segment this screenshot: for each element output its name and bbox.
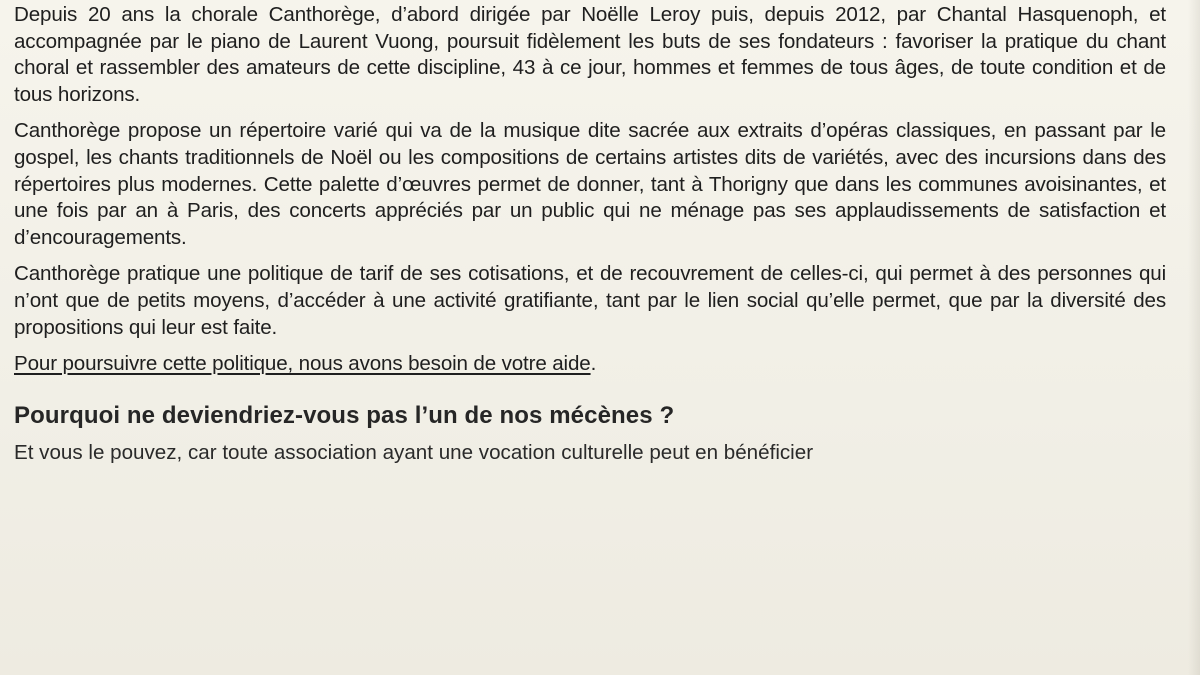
cut-off-text: Et vous le pouvez, car toute association ayant une vocation culturelle peut en bénéficier: [14, 440, 814, 464]
page-edge-shadow: [1188, 0, 1200, 675]
appeal-period: .: [590, 352, 597, 376]
cut-off-text-line: [14, 438, 1166, 464]
section-heading: Pourquoi ne deviendriez-vous pas l’un de nos mécènes ?: [14, 401, 675, 429]
document-page: [14, 0, 1166, 675]
paragraph-intro: Depuis 20 ans la chorale Canthorège, d’abord dirigée par Noëlle Leroy puis, depuis 2012, par Chantal Hasquenoph, et accompagnée par le piano de Laurent Vuong, poursuit fidèlement les buts de ses fondateurs : favoriser la pratique du chant choral et rassembler des amateurs de cette discipline, 43 à ce jour, hommes et femmes de tous âges, de toute condition et de tous horizons.: [14, 3, 1166, 106]
paragraph-cotisations: Canthorège pratique une politique de tarif de ses cotisations, et de recouvrement de celles-ci, qui permet à des personnes qui n’ont que de petits moyens, d’accéder à une activité gratifiante, tant par le lien social qu’elle permet, que par la diversité des propositions qui leur est faite.: [14, 262, 1166, 339]
paragraph-appeal: [14, 351, 1166, 378]
paragraph-repertoire: Canthorège propose un répertoire varié qui va de la musique dite sacrée aux extraits d’opéras classiques, en passant par le gospel, les chants traditionnels de Noël ou les compositions de certains artistes dits de variétés, avec des incursions dans des répertoires plus modernes. Cette palette d’œuvres permet de donner, tant à Thorigny que dans les communes avoisinantes, et une fois par an à Paris, des concerts appréciés par un public qui ne ménage pas ses applaudissements de satisfaction et d’encouragements.: [14, 119, 1166, 249]
appeal-underlined-text: Pour poursuivre cette politique, nous avons besoin de votre aide: [14, 352, 591, 376]
